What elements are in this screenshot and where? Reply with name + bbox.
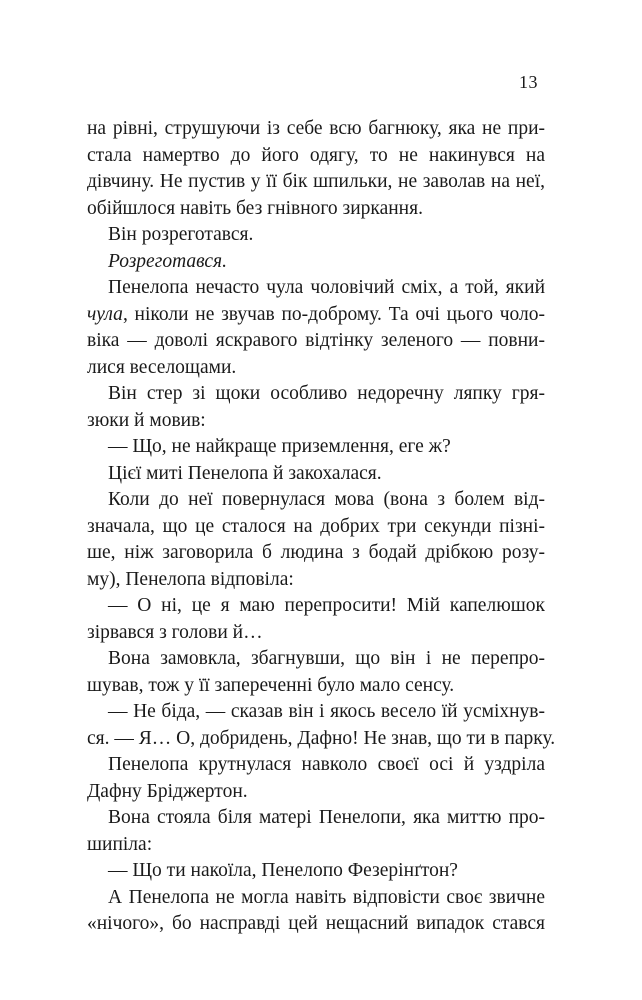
text-line: му), Пенелопа відповіла: — [87, 568, 294, 590]
text-line: віка — доволі яскравого відтінку зеленого — повни- — [87, 330, 545, 351]
italic-word: чула — [87, 303, 123, 325]
text-line: Вона стояла біля матері Пенелопи, яка миттю про- — [108, 807, 545, 828]
text-line: лися веселощами. — [87, 356, 237, 378]
text-line: «нічого», бо насправді цей нещасний випадок стався — [87, 913, 545, 934]
text-line: — Що ти накоїла, Пенелопо Фезерінґтон? — [108, 860, 458, 881]
body-text — [87, 116, 556, 938]
text-line: зюки й мовив: — [87, 409, 206, 431]
text-line: на рівні, струшуючи із себе всю багнюку, яка не при- — [87, 118, 545, 139]
text-line: Коли до неї повернулася мова (вона з болем від- — [108, 489, 545, 510]
text-line: Розреготався. — [108, 250, 227, 272]
text-line: Вона замовкла, збагнувши, що він і не перепро- — [108, 648, 545, 669]
text-line: Цієї миті Пенелопа й закохалася. — [108, 462, 382, 484]
text-line: чула, ніколи не звучав по-доброму. Та очі цього чоло- — [87, 303, 545, 325]
page-number: 13 — [519, 72, 538, 92]
text-line: ше, ніж заговорила б людина з бодай дрібкою розу- — [87, 542, 545, 563]
text-line: Пенелопа нечасто чула чоловічий сміх, а той, який — [108, 277, 545, 298]
text-line: — Не біда, — сказав він і якось весело їй усміхнув- — [108, 701, 545, 722]
text-line: дівчину. Не пустив у її бік шпильки, не заволав на неї, — [87, 171, 545, 192]
text-line: А Пенелопа не могла навіть відповісти своє звичне — [108, 886, 545, 908]
text-line: Дафну Бріджертон. — [87, 780, 248, 802]
text-line: — Що, не найкраще приземлення, еге ж? — [108, 436, 451, 457]
text-line: шував, тож у її запереченні було мало сенсу. — [87, 674, 455, 696]
text-line: значала, що це сталося на добрих три секунди пізні- — [87, 515, 545, 537]
text-line: Він розреготався. — [108, 224, 254, 245]
text-line: зірвався з голови й… — [87, 621, 263, 643]
text-line: — О ні, це я маю перепросити! Мій капелюшок — [108, 595, 545, 616]
text-line: Він стер зі щоки особливо недоречну ляпку гря- — [108, 383, 545, 404]
text-line: ся. — Я… О, добридень, Дафно! Не знав, що ти в парку. — [87, 727, 556, 749]
text-line: Пенелопа крутнулася навколо своєї осі й уздріла — [108, 754, 545, 775]
text-line: шипіла: — [87, 833, 153, 855]
text-line: обійшлося навіть без гнівного зиркання. — [87, 197, 423, 219]
text-line: стала намертво до його одягу, то не накинувся на — [87, 144, 545, 166]
